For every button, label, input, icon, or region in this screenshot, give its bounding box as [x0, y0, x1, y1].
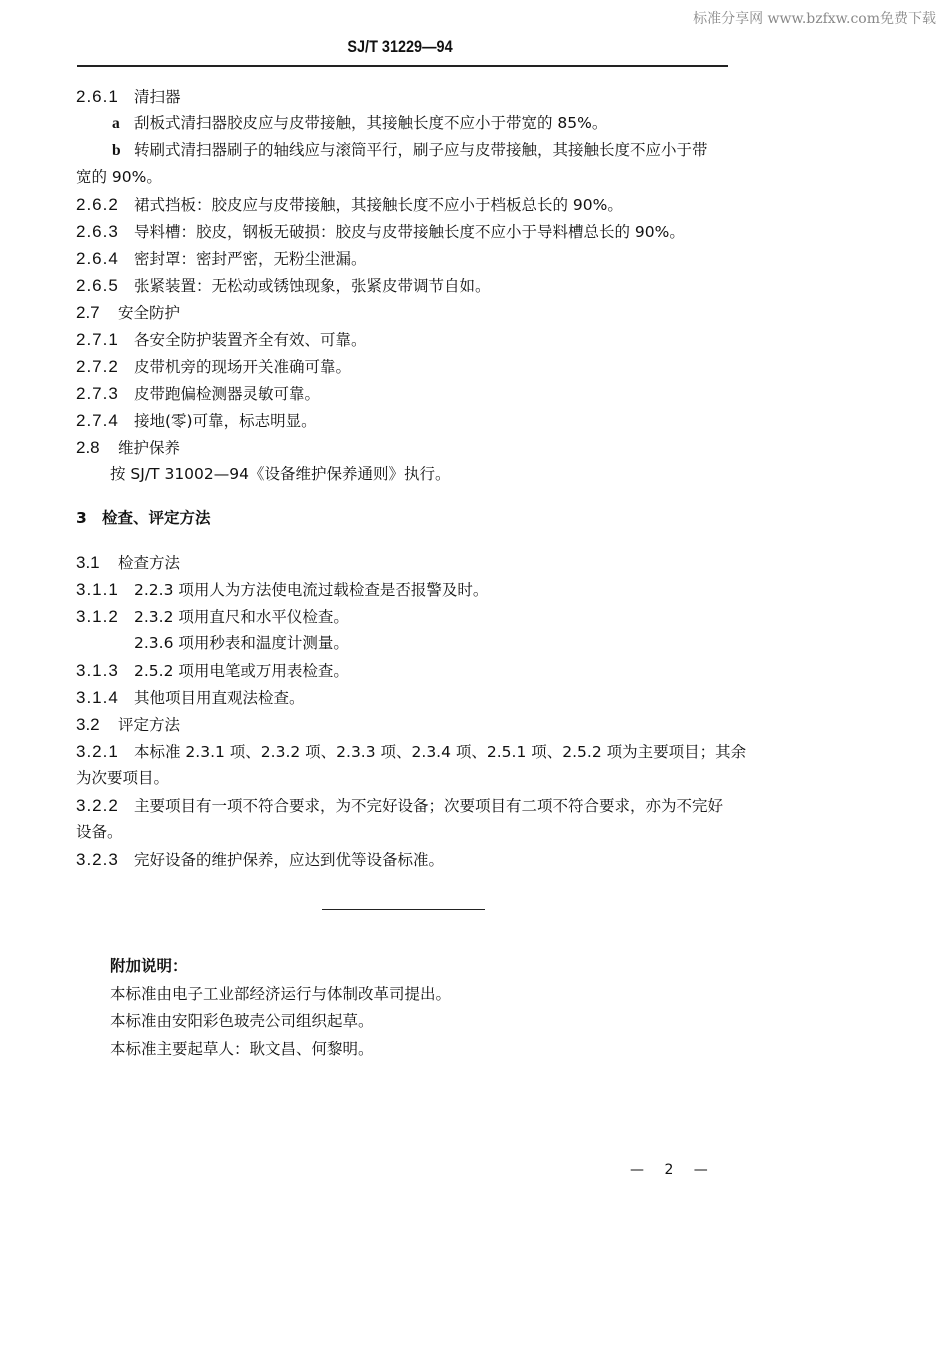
additional-notes — [110, 953, 451, 1063]
document-body — [76, 83, 747, 873]
watermark: 标准分享网 www.bzfxw.com免费下载 — [693, 11, 936, 27]
section-3-heading: 3 检查、评定方法 — [76, 509, 211, 527]
clause-3-2-1-continued: 为次要项目。 — [76, 769, 170, 787]
item-a: a 刮板式清扫器胶皮应与皮带接触，其接触长度不应小于带宽的 85%。 — [112, 114, 608, 132]
clause-2-8-text: 按 SJ/T 31002—94《设备维护保养通则》执行。 — [110, 465, 451, 483]
end-rule — [322, 909, 485, 910]
header-rule — [77, 65, 728, 67]
clause-3-1-4: 3.1.4 其他项目用直观法检查。 — [76, 688, 305, 707]
clause-3-1-1: 3.1.1 2.2.3 项用人为方法使电流过载检查是否报警及时。 — [76, 580, 489, 599]
clause-3-1-3: 3.1.3 2.5.2 项用电笔或万用表检查。 — [76, 661, 349, 680]
notes-title: 附加说明： — [110, 957, 188, 975]
note-line: 本标准主要起草人：耿文昌、何黎明。 — [110, 1039, 374, 1058]
clause-3-2-2: 3.2.2 主要项目有一项不符合要求，为不完好设备；次要项目有二项不符合要求，亦为不完好 — [76, 796, 724, 815]
clause-2-7-1: 2.7.1 各安全防护装置齐全有效、可靠。 — [76, 330, 367, 349]
clause-2-7-3: 2.7.3 皮带跑偏检测器灵敏可靠。 — [76, 384, 321, 403]
clause-2-6-2: 2.6.2 裙式挡板：胶皮应与皮带接触，其接触长度不应小于档板总长的 90%。 — [76, 195, 623, 214]
page-number: — 2 — — [630, 1162, 716, 1178]
standard-code-header: SJ/T 31229—94 — [347, 37, 453, 56]
note-line: 本标准由电子工业部经济运行与体制改革司提出。 — [110, 984, 452, 1003]
item-b-continued: 宽的 90%。 — [76, 168, 162, 186]
clause-2-6-3: 2.6.3 导料槽：胶皮，钢板无破损：胶皮与皮带接触长度不应小于导料槽总长的 90%。 — [76, 222, 685, 241]
clause-3-1-2-second: 2.3.6 项用秒表和温度计测量。 — [134, 634, 349, 652]
clause-2-6-4: 2.6.4 密封罩：密封严密，无粉尘泄漏。 — [76, 249, 367, 268]
clause-2-8: 2.8 维护保养 — [76, 438, 181, 457]
clause-3-2-3: 3.2.3 完好设备的维护保养，应达到优等设备标准。 — [76, 850, 445, 869]
item-b: b 转刷式清扫器刷子的轴线应与滚筒平行，刷子应与皮带接触，其接触长度不应小于带 — [112, 141, 708, 159]
note-line: 本标准由安阳彩色玻壳公司组织起草。 — [110, 1012, 374, 1030]
clause-3-2: 3.2 评定方法 — [76, 715, 181, 734]
clause-3-1-2: 3.1.2 2.3.2 项用直尺和水平仪检查。 — [76, 607, 349, 626]
clause-2-7: 2.7 安全防护 — [76, 303, 181, 322]
clause-2-6-5: 2.6.5 张紧装置：无松动或锈蚀现象，张紧皮带调节自如。 — [76, 276, 491, 295]
clause-2-7-2: 2.7.2 皮带机旁的现场开关准确可靠。 — [76, 357, 352, 376]
clause-3-1: 3.1 检查方法 — [76, 553, 181, 572]
clause-2-7-4: 2.7.4 接地(零)可靠，标志明显。 — [76, 411, 317, 430]
clause-3-2-2-continued: 设备。 — [76, 823, 123, 841]
clause-3-2-1: 3.2.1 本标准 2.3.1 项、2.3.2 项、2.3.3 项、2.3.4 项、2.5.1 项、2.5.2 项为主要项目；其余 — [76, 742, 747, 761]
clause-2-6-1: 2.6.1 清扫器 — [76, 87, 181, 106]
